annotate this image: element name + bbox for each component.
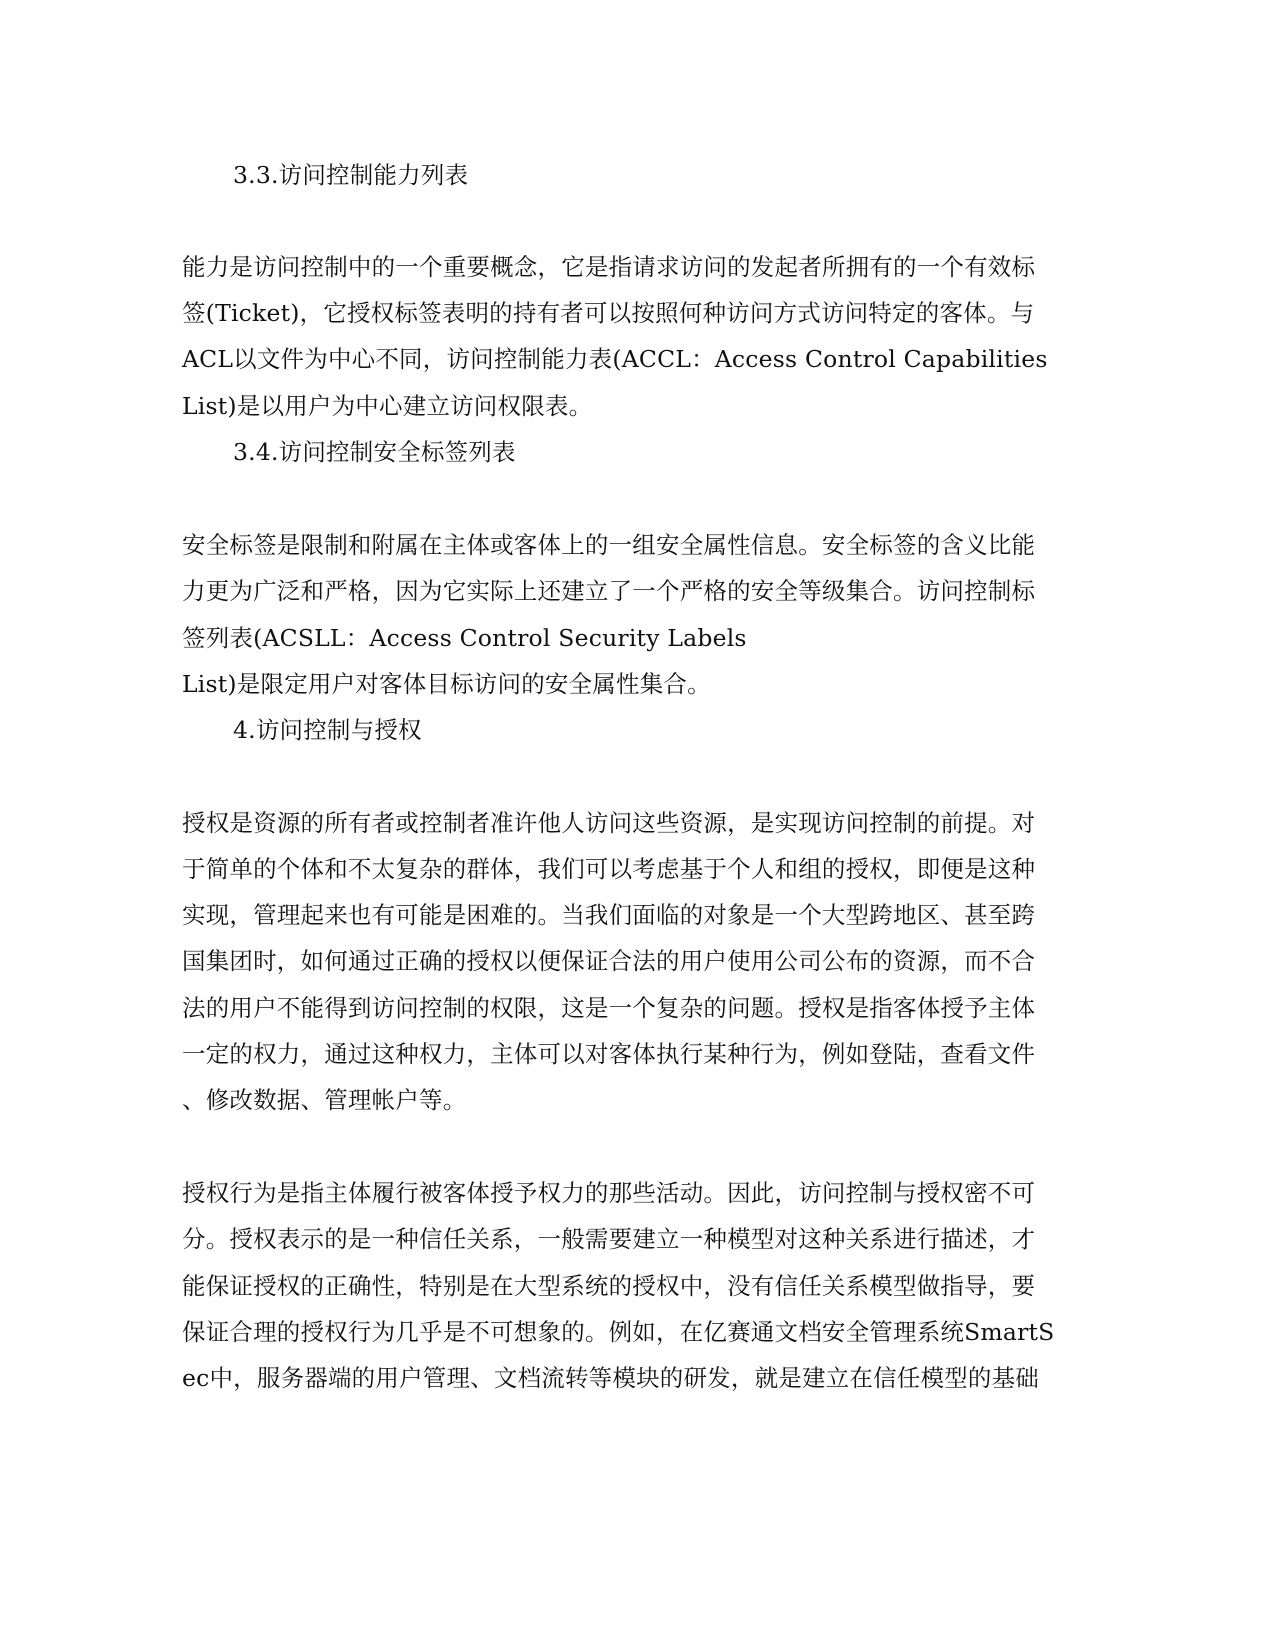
- paragraph-line: 授权行为是指主体履行被客体授予权力的那些活动。因此，访问控制与授权密不可: [182, 1179, 1036, 1207]
- paragraph-line: 能力是访问控制中的一个重要概念，它是指请求访问的发起者所拥有的一个有效标: [182, 253, 1036, 281]
- paragraph-line: List)是以用户为中心建立访问权限表。: [182, 392, 593, 420]
- section-heading-3-3: 3.3.访问控制能力列表: [233, 161, 469, 189]
- paragraph-line: 保证合理的授权行为几乎是不可想象的。例如，在亿赛通文档安全管理系统SmartS: [182, 1318, 1055, 1346]
- paragraph-line: 签列表(ACSLL：Access Control Security Labels: [182, 624, 747, 652]
- paragraph-line: 于简单的个体和不太复杂的群体，我们可以考虑基于个人和组的授权，即便是这种: [182, 855, 1036, 883]
- paragraph-line: 实现，管理起来也有可能是困难的。当我们面临的对象是一个大型跨地区、甚至跨: [182, 901, 1036, 929]
- paragraph-line: 能保证授权的正确性，特别是在大型系统的授权中，没有信任关系模型做指导，要: [182, 1272, 1036, 1300]
- paragraph-line: 国集团时，如何通过正确的授权以便保证合法的用户使用公司公布的资源，而不合: [182, 947, 1036, 975]
- paragraph-line: 安全标签是限制和附属在主体或客体上的一组安全属性信息。安全标签的含义比能: [182, 531, 1036, 559]
- paragraph-line: ACL以文件为中心不同，访问控制能力表(ACCL：Access Control Capabilities: [182, 345, 1048, 373]
- paragraph-line: List)是限定用户对客体目标访问的安全属性集合。: [182, 670, 711, 698]
- section-heading-4: 4.访问控制与授权: [233, 716, 422, 744]
- paragraph-line: 签(Ticket)，它授权标签表明的持有者可以按照何种访问方式访问特定的客体。与: [182, 299, 1035, 327]
- paragraph-line: 一定的权力，通过这种权力，主体可以对客体执行某种行为，例如登陆，查看文件: [182, 1040, 1036, 1068]
- paragraph-line: 分。授权表示的是一种信任关系，一般需要建立一种模型对这种关系进行描述，才: [182, 1225, 1036, 1253]
- paragraph-line: 法的用户不能得到访问控制的权限，这是一个复杂的问题。授权是指客体授予主体: [182, 994, 1036, 1022]
- paragraph-line: 力更为广泛和严格，因为它实际上还建立了一个严格的安全等级集合。访问控制标: [182, 577, 1036, 605]
- paragraph-line: 、修改数据、管理帐户等。: [182, 1086, 467, 1114]
- section-heading-3-4: 3.4.访问控制安全标签列表: [233, 438, 516, 466]
- paragraph-line: 授权是资源的所有者或控制者准许他人访问这些资源，是实现访问控制的前提。对: [182, 809, 1036, 837]
- paragraph-line: ec中，服务器端的用户管理、文档流转等模块的研发，就是建立在信任模型的基础: [182, 1364, 1039, 1392]
